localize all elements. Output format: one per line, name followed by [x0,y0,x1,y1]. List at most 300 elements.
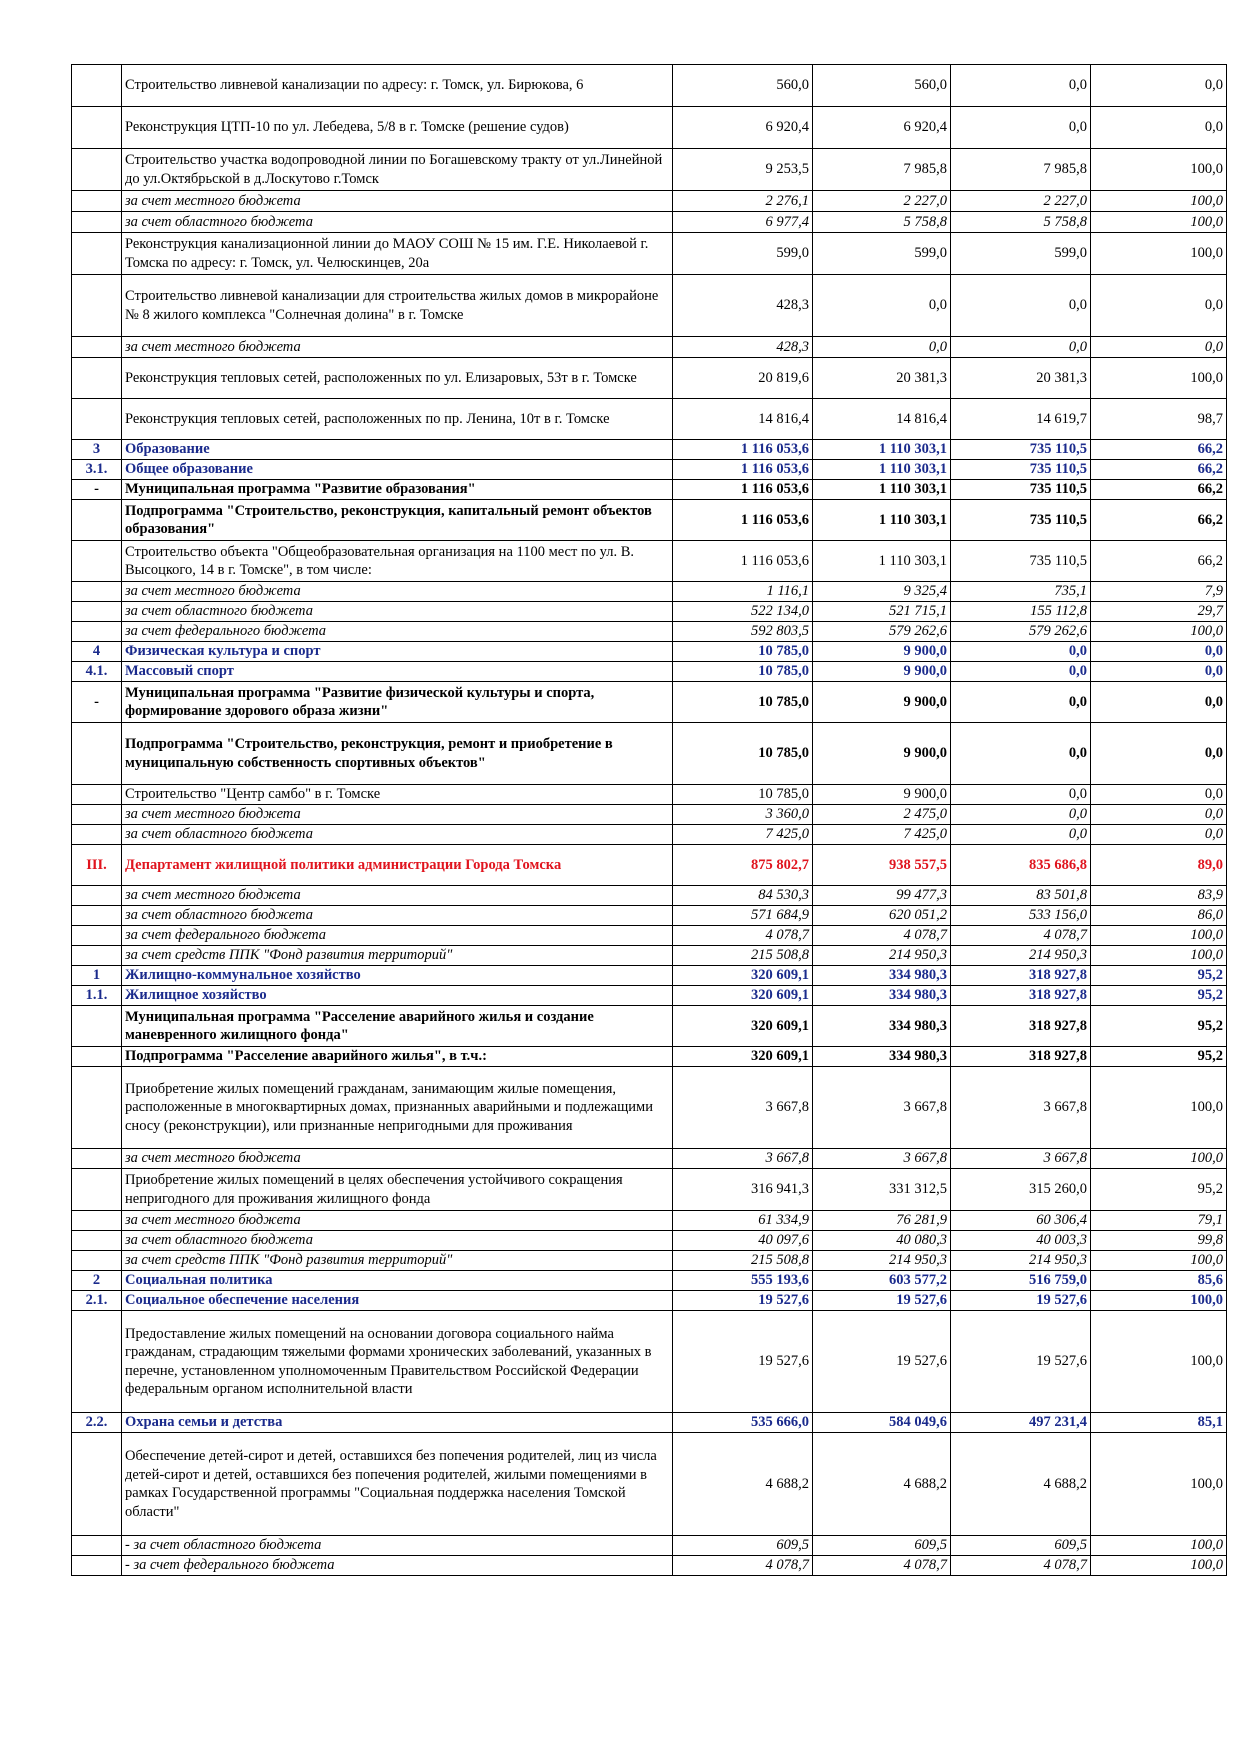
table-row [72,1149,1227,1169]
row-number: - [72,480,122,500]
table-row [72,1251,1227,1271]
row-name: Подпрограмма "Строительство, реконструкция, капитальный ремонт объектов образования" [122,500,673,541]
value-col-3: 3 667,8 [951,1149,1091,1169]
value-col-2: 40 080,3 [813,1231,951,1251]
row-number [72,926,122,946]
value-col-3: 14 619,7 [951,399,1091,440]
value-col-2: 334 980,3 [813,1047,951,1067]
table-row [72,460,1227,480]
value-col-1: 535 666,0 [673,1413,813,1433]
value-col-2: 334 980,3 [813,986,951,1006]
row-name: Муниципальная программа "Развитие образования" [122,480,673,500]
row-name: Физическая культура и спорт [122,642,673,662]
row-number [72,1047,122,1067]
table-row [72,1047,1227,1067]
row-name: Предоставление жилых помещений на основании договора социального найма гражданам, страдающим тяжелыми формами хронических заболеваний, указанных в перечне, установленном уполномоченным Правительством Российской Федерации федеральным органом исполнительной власти [122,1311,673,1413]
row-name: Подпрограмма "Расселение аварийного жилья", в т.ч.: [122,1047,673,1067]
value-col-3: 4 688,2 [951,1433,1091,1536]
value-col-1: 4 078,7 [673,926,813,946]
value-col-4: 66,2 [1091,460,1227,480]
row-name: Муниципальная программа "Развитие физической культуры и спорта, формирование здорового образа жизни" [122,682,673,723]
value-col-3: 318 927,8 [951,1047,1091,1067]
value-col-3: 0,0 [951,723,1091,785]
value-col-4: 100,0 [1091,191,1227,212]
row-name: Реконструкция ЦТП-10 по ул. Лебедева, 5/8 в г. Томске (решение судов) [122,107,673,149]
value-col-2: 334 980,3 [813,1006,951,1047]
value-col-3: 214 950,3 [951,1251,1091,1271]
value-col-1: 10 785,0 [673,785,813,805]
table-row [72,805,1227,825]
table-row [72,723,1227,785]
value-col-2: 579 262,6 [813,622,951,642]
value-col-4: 0,0 [1091,825,1227,845]
value-col-1: 14 816,4 [673,399,813,440]
value-col-2: 3 667,8 [813,1067,951,1149]
row-number [72,723,122,785]
row-name: за счет местного бюджета [122,582,673,602]
row-name: за счет местного бюджета [122,1211,673,1231]
value-col-4: 83,9 [1091,886,1227,906]
table-row [72,785,1227,805]
value-col-1: 215 508,8 [673,946,813,966]
value-col-3: 19 527,6 [951,1311,1091,1413]
row-name: Строительство объекта "Общеобразовательная организация на 1100 мест по ул. В. Высоцкого, 14 в г. Томске", в том числе: [122,541,673,582]
table-row [72,966,1227,986]
row-name: Образование [122,440,673,460]
row-number [72,1006,122,1047]
value-col-4: 100,0 [1091,233,1227,275]
table-row [72,825,1227,845]
table-row [72,233,1227,275]
value-col-4: 0,0 [1091,805,1227,825]
value-col-2: 9 900,0 [813,642,951,662]
row-number [72,582,122,602]
value-col-2: 0,0 [813,337,951,358]
value-col-2: 938 557,5 [813,845,951,886]
table-body [72,65,1227,1576]
row-name: - за счет федерального бюджета [122,1556,673,1576]
row-number [72,500,122,541]
table-row [72,149,1227,191]
row-name: Подпрограмма "Строительство, реконструкция, ремонт и приобретение в муниципальную собственность спортивных объектов" [122,723,673,785]
value-col-1: 6 977,4 [673,212,813,233]
value-col-4: 0,0 [1091,275,1227,337]
row-name: за счет областного бюджета [122,1231,673,1251]
table-row [72,480,1227,500]
table-row [72,212,1227,233]
value-col-1: 61 334,9 [673,1211,813,1231]
row-number: 2 [72,1271,122,1291]
row-name: Обеспечение детей-сирот и детей, оставшихся без попечения родителей, лиц из числа детей-сирот и детей, оставшихся без попечения родителей, жилыми помещениями в рамках Государственной программы "Социальная поддержка населения Томской области" [122,1433,673,1536]
row-number [72,1311,122,1413]
row-number [72,1211,122,1231]
value-col-2: 9 900,0 [813,682,951,723]
value-col-1: 320 609,1 [673,1047,813,1067]
value-col-4: 66,2 [1091,500,1227,541]
budget-table [71,64,1227,1576]
table-row [72,1536,1227,1556]
value-col-1: 10 785,0 [673,662,813,682]
table-row [72,1291,1227,1311]
value-col-3: 155 112,8 [951,602,1091,622]
row-name: Строительство участка водопроводной линии по Богашевскому тракту от ул.Линейной до ул.Октябрьской в д.Лоскутово г.Томск [122,149,673,191]
value-col-1: 3 667,8 [673,1067,813,1149]
row-number [72,149,122,191]
row-name: Жилищное хозяйство [122,986,673,1006]
row-number [72,906,122,926]
value-col-1: 320 609,1 [673,966,813,986]
value-col-4: 100,0 [1091,926,1227,946]
row-name: за счет областного бюджета [122,602,673,622]
table-row [72,1169,1227,1211]
row-number: 2.1. [72,1291,122,1311]
value-col-2: 214 950,3 [813,946,951,966]
value-col-2: 599,0 [813,233,951,275]
value-col-3: 0,0 [951,337,1091,358]
value-col-2: 331 312,5 [813,1169,951,1211]
value-col-1: 592 803,5 [673,622,813,642]
value-col-1: 320 609,1 [673,1006,813,1047]
value-col-2: 521 715,1 [813,602,951,622]
value-col-2: 214 950,3 [813,1251,951,1271]
row-number [72,233,122,275]
value-col-4: 0,0 [1091,65,1227,107]
value-col-4: 79,1 [1091,1211,1227,1231]
row-number [72,212,122,233]
row-name: за счет местного бюджета [122,191,673,212]
value-col-3: 0,0 [951,107,1091,149]
value-col-3: 40 003,3 [951,1231,1091,1251]
row-number [72,358,122,399]
value-col-4: 95,2 [1091,966,1227,986]
row-number [72,1251,122,1271]
row-number [72,946,122,966]
row-name: за счет средств ППК "Фонд развития территорий" [122,946,673,966]
row-number [72,1067,122,1149]
value-col-2: 5 758,8 [813,212,951,233]
row-name: Муниципальная программа "Расселение аварийного жилья и создание маневренного жилищного фонда" [122,1006,673,1047]
value-col-3: 609,5 [951,1536,1091,1556]
table-row [72,541,1227,582]
row-name: Строительство ливневой канализации по адресу: г. Томск, ул. Бирюкова, 6 [122,65,673,107]
value-col-4: 95,2 [1091,1169,1227,1211]
value-col-1: 10 785,0 [673,642,813,662]
value-col-3: 0,0 [951,65,1091,107]
table-row [72,582,1227,602]
value-col-3: 735 110,5 [951,440,1091,460]
value-col-2: 9 900,0 [813,785,951,805]
value-col-1: 599,0 [673,233,813,275]
value-col-3: 579 262,6 [951,622,1091,642]
value-col-4: 0,0 [1091,107,1227,149]
table-row [72,886,1227,906]
table-row [72,65,1227,107]
value-col-4: 95,2 [1091,1047,1227,1067]
row-name: Массовый спорт [122,662,673,682]
value-col-4: 100,0 [1091,149,1227,191]
value-col-3: 0,0 [951,825,1091,845]
value-col-4: 66,2 [1091,541,1227,582]
value-col-2: 14 816,4 [813,399,951,440]
table-row [72,1413,1227,1433]
value-col-1: 19 527,6 [673,1291,813,1311]
row-name: Приобретение жилых помещений гражданам, занимающим жилые помещения, расположенные в многоквартирных домах, признанных аварийными и подлежащими сносу (реконструкции), или признанные непригодными для проживания [122,1067,673,1149]
value-col-3: 735 110,5 [951,500,1091,541]
row-number: 3.1. [72,460,122,480]
row-number [72,602,122,622]
value-col-2: 620 051,2 [813,906,951,926]
value-col-4: 86,0 [1091,906,1227,926]
value-col-4: 95,2 [1091,1006,1227,1047]
row-number: III. [72,845,122,886]
table-row [72,337,1227,358]
value-col-2: 0,0 [813,275,951,337]
row-number [72,275,122,337]
value-col-1: 560,0 [673,65,813,107]
table-row [72,440,1227,460]
table-row [72,662,1227,682]
table-row [72,1311,1227,1413]
table-row [72,107,1227,149]
value-col-3: 0,0 [951,642,1091,662]
value-col-4: 0,0 [1091,682,1227,723]
value-col-1: 320 609,1 [673,986,813,1006]
value-col-1: 428,3 [673,337,813,358]
value-col-4: 100,0 [1091,1536,1227,1556]
value-col-1: 4 688,2 [673,1433,813,1536]
value-col-4: 100,0 [1091,622,1227,642]
row-number: 1 [72,966,122,986]
table-row [72,399,1227,440]
value-col-1: 428,3 [673,275,813,337]
value-col-3: 497 231,4 [951,1413,1091,1433]
value-col-1: 1 116 053,6 [673,480,813,500]
value-col-1: 1 116 053,6 [673,541,813,582]
row-number [72,886,122,906]
row-name: - за счет областного бюджета [122,1536,673,1556]
value-col-3: 83 501,8 [951,886,1091,906]
table-row [72,986,1227,1006]
value-col-2: 584 049,6 [813,1413,951,1433]
row-name: Жилищно-коммунальное хозяйство [122,966,673,986]
value-col-2: 603 577,2 [813,1271,951,1291]
value-col-4: 95,2 [1091,986,1227,1006]
row-number: 3 [72,440,122,460]
value-col-2: 1 110 303,1 [813,440,951,460]
value-col-3: 0,0 [951,805,1091,825]
value-col-1: 2 276,1 [673,191,813,212]
value-col-2: 2 475,0 [813,805,951,825]
row-name: за счет местного бюджета [122,805,673,825]
value-col-3: 3 667,8 [951,1067,1091,1149]
value-col-1: 20 819,6 [673,358,813,399]
row-number: 4 [72,642,122,662]
row-number [72,1536,122,1556]
value-col-3: 315 260,0 [951,1169,1091,1211]
value-col-3: 599,0 [951,233,1091,275]
table-row [72,1271,1227,1291]
row-number [72,1556,122,1576]
value-col-4: 100,0 [1091,1433,1227,1536]
row-number [72,1433,122,1536]
row-number [72,541,122,582]
value-col-1: 522 134,0 [673,602,813,622]
value-col-1: 6 920,4 [673,107,813,149]
row-name: Реконструкция тепловых сетей, расположенных по пр. Ленина, 10т в г. Томске [122,399,673,440]
value-col-1: 1 116 053,6 [673,440,813,460]
table-row [72,642,1227,662]
table-row [72,622,1227,642]
value-col-2: 4 078,7 [813,926,951,946]
value-col-3: 318 927,8 [951,966,1091,986]
value-col-3: 318 927,8 [951,986,1091,1006]
value-col-2: 19 527,6 [813,1291,951,1311]
value-col-1: 40 097,6 [673,1231,813,1251]
value-col-2: 19 527,6 [813,1311,951,1413]
value-col-2: 9 900,0 [813,662,951,682]
value-col-3: 835 686,8 [951,845,1091,886]
value-col-4: 85,1 [1091,1413,1227,1433]
table-row [72,946,1227,966]
value-col-4: 100,0 [1091,1067,1227,1149]
row-name: Социальное обеспечение населения [122,1291,673,1311]
row-number [72,65,122,107]
value-col-2: 334 980,3 [813,966,951,986]
value-col-4: 89,0 [1091,845,1227,886]
row-name: за счет областного бюджета [122,825,673,845]
value-col-2: 4 688,2 [813,1433,951,1536]
value-col-4: 100,0 [1091,1251,1227,1271]
value-col-1: 1 116,1 [673,582,813,602]
value-col-1: 84 530,3 [673,886,813,906]
row-number: 1.1. [72,986,122,1006]
table-row [72,682,1227,723]
value-col-4: 98,7 [1091,399,1227,440]
row-name: Общее образование [122,460,673,480]
value-col-4: 0,0 [1091,337,1227,358]
value-col-1: 3 360,0 [673,805,813,825]
row-number [72,1231,122,1251]
table-row [72,500,1227,541]
table-row [72,1006,1227,1047]
value-col-4: 85,6 [1091,1271,1227,1291]
table-row [72,906,1227,926]
page [71,64,1226,1576]
value-col-4: 100,0 [1091,1291,1227,1311]
row-number [72,825,122,845]
value-col-2: 99 477,3 [813,886,951,906]
table-row [72,1556,1227,1576]
row-name: Строительство ливневой канализации для строительства жилых домов в микрорайоне № 8 жилого комплекса "Солнечная долина" в г. Томске [122,275,673,337]
row-name: за счет местного бюджета [122,337,673,358]
value-col-1: 215 508,8 [673,1251,813,1271]
table-row [72,358,1227,399]
value-col-4: 100,0 [1091,358,1227,399]
value-col-2: 1 110 303,1 [813,500,951,541]
value-col-4: 100,0 [1091,1149,1227,1169]
value-col-1: 316 941,3 [673,1169,813,1211]
row-number [72,785,122,805]
value-col-1: 4 078,7 [673,1556,813,1576]
value-col-3: 516 759,0 [951,1271,1091,1291]
row-number: - [72,682,122,723]
table-row [72,191,1227,212]
table-row [72,1433,1227,1536]
value-col-3: 214 950,3 [951,946,1091,966]
row-name: за счет федерального бюджета [122,926,673,946]
value-col-3: 533 156,0 [951,906,1091,926]
value-col-4: 0,0 [1091,662,1227,682]
value-col-1: 10 785,0 [673,682,813,723]
value-col-2: 1 110 303,1 [813,541,951,582]
value-col-3: 19 527,6 [951,1291,1091,1311]
row-name: Социальная политика [122,1271,673,1291]
value-col-3: 735 110,5 [951,460,1091,480]
value-col-3: 0,0 [951,785,1091,805]
table-row [72,845,1227,886]
value-col-1: 555 193,6 [673,1271,813,1291]
value-col-1: 9 253,5 [673,149,813,191]
value-col-4: 0,0 [1091,785,1227,805]
table-row [72,1231,1227,1251]
row-number: 2.2. [72,1413,122,1433]
value-col-2: 7 425,0 [813,825,951,845]
value-col-1: 571 684,9 [673,906,813,926]
value-col-3: 60 306,4 [951,1211,1091,1231]
value-col-2: 1 110 303,1 [813,460,951,480]
value-col-1: 3 667,8 [673,1149,813,1169]
row-number [72,805,122,825]
value-col-1: 1 116 053,6 [673,500,813,541]
value-col-4: 100,0 [1091,1311,1227,1413]
row-number [72,191,122,212]
value-col-2: 560,0 [813,65,951,107]
row-name: за счет областного бюджета [122,906,673,926]
table-row [72,926,1227,946]
row-name: Приобретение жилых помещений в целях обеспечения устойчивого сокращения непригодного для проживания жилищного фонда [122,1169,673,1211]
row-name: за счет местного бюджета [122,886,673,906]
row-number [72,399,122,440]
value-col-4: 0,0 [1091,642,1227,662]
value-col-4: 100,0 [1091,946,1227,966]
value-col-2: 609,5 [813,1536,951,1556]
table-row [72,1211,1227,1231]
value-col-1: 19 527,6 [673,1311,813,1413]
value-col-3: 0,0 [951,662,1091,682]
value-col-2: 76 281,9 [813,1211,951,1231]
value-col-4: 29,7 [1091,602,1227,622]
table-row [72,1067,1227,1149]
value-col-3: 7 985,8 [951,149,1091,191]
value-col-3: 5 758,8 [951,212,1091,233]
value-col-1: 7 425,0 [673,825,813,845]
row-name: Охрана семьи и детства [122,1413,673,1433]
table-row [72,602,1227,622]
value-col-2: 20 381,3 [813,358,951,399]
row-name: Реконструкция канализационной линии до МАОУ СОШ № 15 им. Г.Е. Николаевой г. Томска по адресу: г. Томск, ул. Челюскинцев, 20а [122,233,673,275]
value-col-1: 609,5 [673,1536,813,1556]
value-col-4: 100,0 [1091,1556,1227,1576]
value-col-2: 6 920,4 [813,107,951,149]
value-col-2: 7 985,8 [813,149,951,191]
row-name: за счет областного бюджета [122,212,673,233]
value-col-1: 10 785,0 [673,723,813,785]
value-col-2: 9 325,4 [813,582,951,602]
value-col-3: 4 078,7 [951,926,1091,946]
row-name: Департамент жилищной политики администрации Города Томска [122,845,673,886]
table-row [72,275,1227,337]
value-col-4: 66,2 [1091,440,1227,460]
